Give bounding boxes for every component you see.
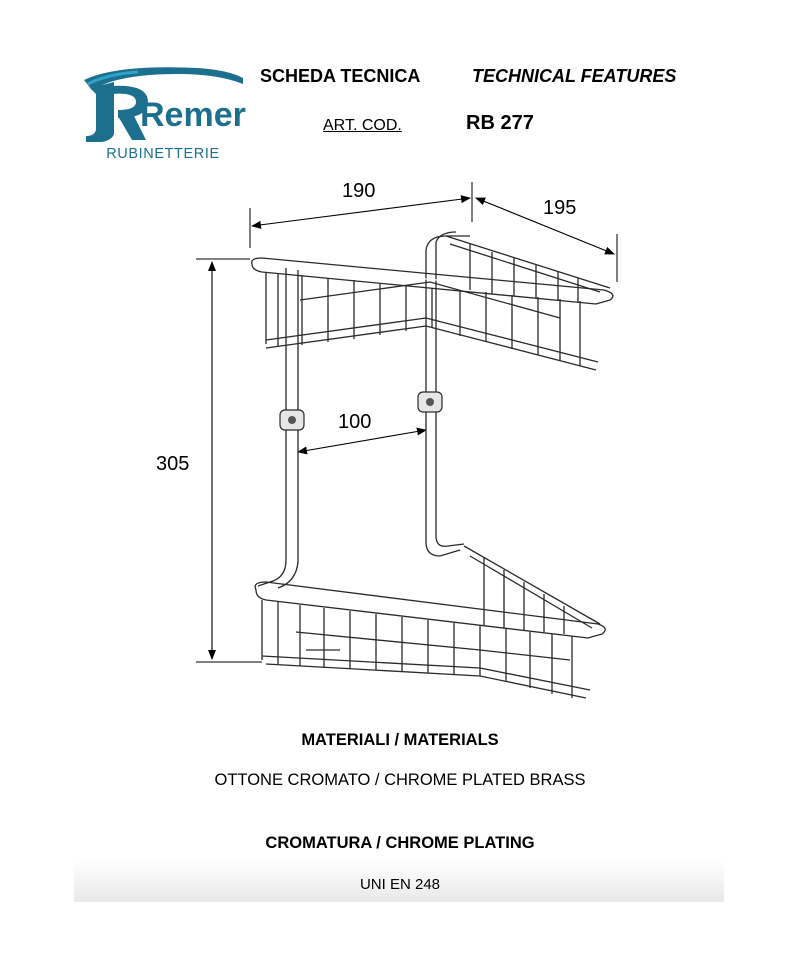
plating-heading: CROMATURA / CHROME PLATING <box>265 834 535 852</box>
lower-basket <box>255 546 605 698</box>
dimension-depth-label: 195 <box>543 197 577 219</box>
dimension-height <box>156 259 262 662</box>
dimension-depth <box>476 197 617 282</box>
title-english: TECHNICAL FEATURES <box>472 66 677 86</box>
dimension-mount-spacing <box>298 411 426 452</box>
corner-basket-illustration <box>252 232 613 698</box>
logo-wordmark: Remer <box>140 96 246 134</box>
dimension-width-label: 190 <box>342 180 376 202</box>
article-code-label: ART. COD. <box>323 117 402 134</box>
title-italian: SCHEDA TECNICA <box>260 66 421 86</box>
dimension-mount-spacing-label: 100 <box>338 411 372 433</box>
technical-drawing <box>0 170 800 710</box>
materials-value: OTTONE CROMATO / CHROME PLATED BRASS <box>214 771 586 789</box>
remer-logo-mark <box>78 62 250 146</box>
brand-logo <box>78 62 250 168</box>
article-code-value: RB 277 <box>466 112 534 134</box>
materials-heading: MATERIALI / MATERIALS <box>301 731 499 749</box>
logo-subtitle: RUBINETTERIE <box>106 146 220 162</box>
plating-value: UNI EN 248 <box>359 876 441 893</box>
upper-basket <box>252 236 613 370</box>
dimension-height-label: 305 <box>156 453 190 475</box>
